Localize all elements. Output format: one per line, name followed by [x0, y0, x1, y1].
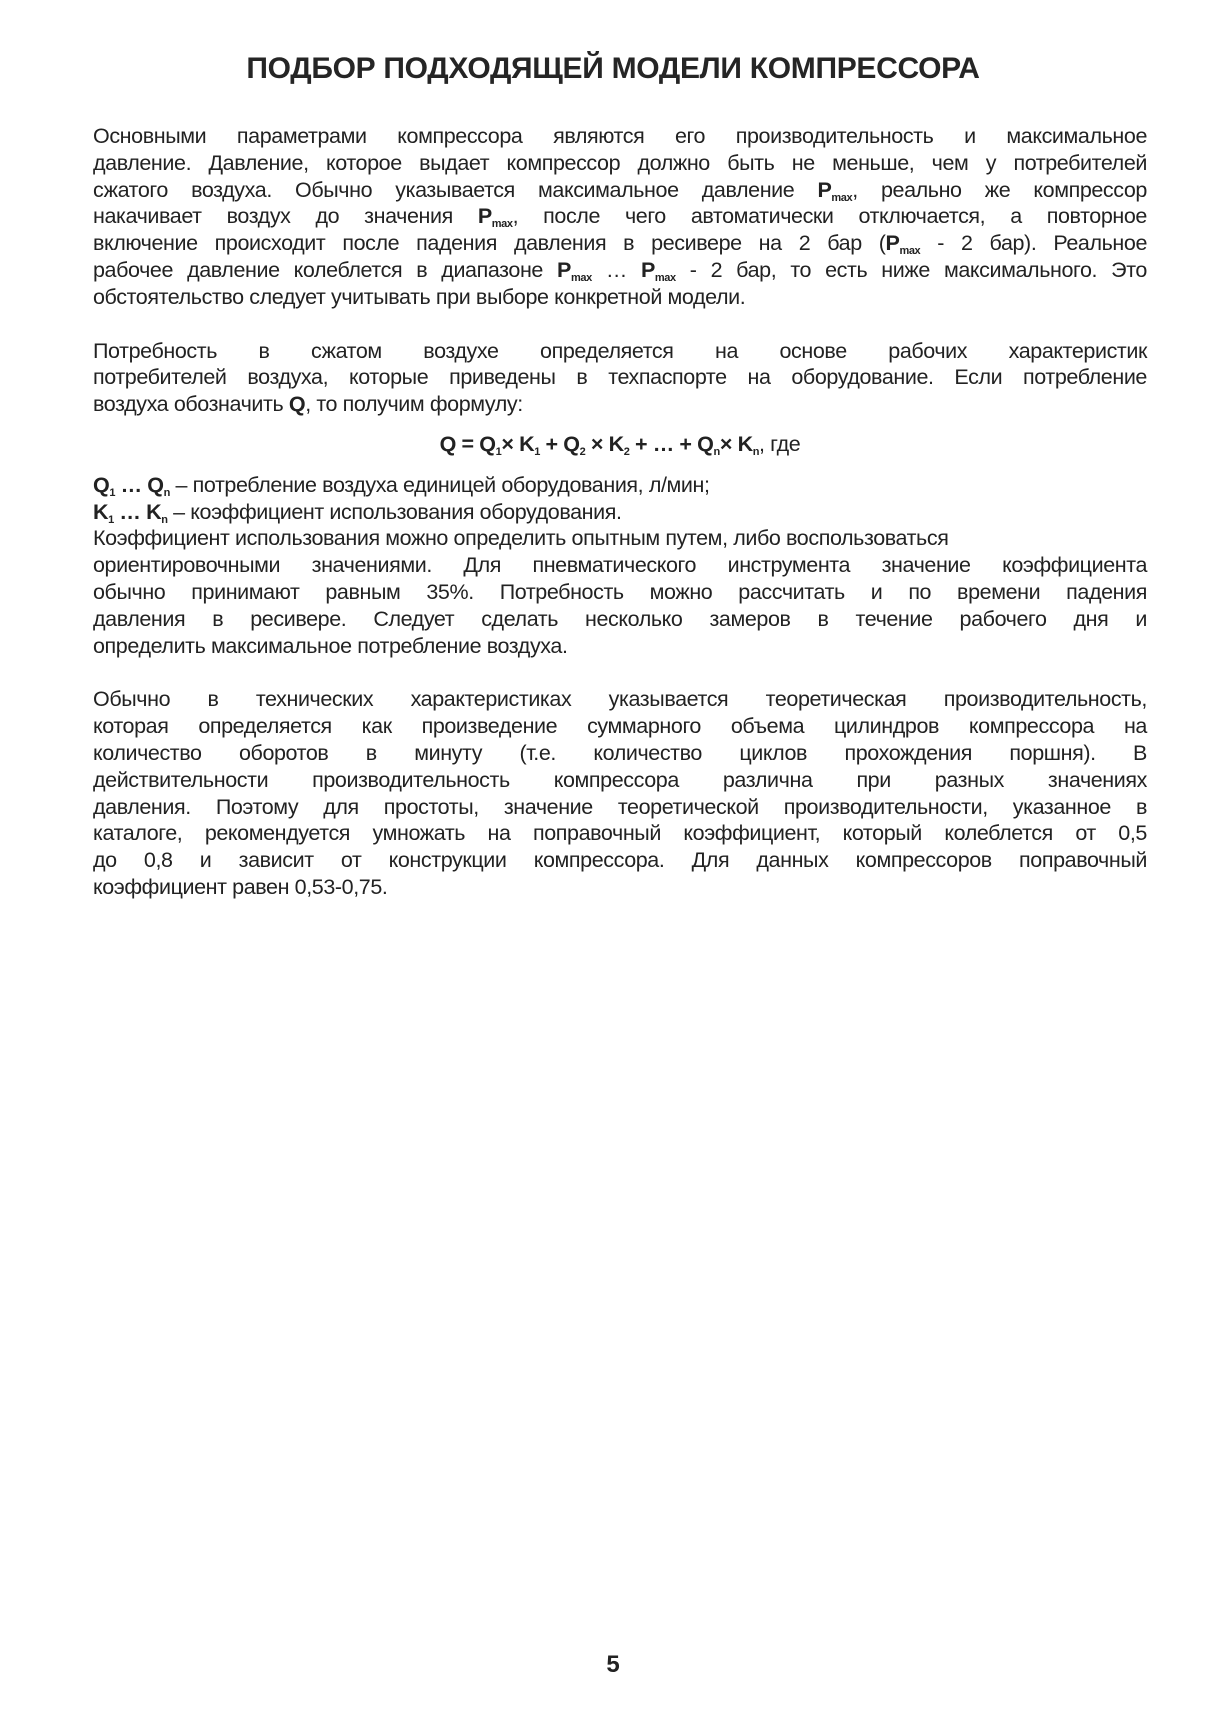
- document-body: [93, 123, 1147, 901]
- text-line: [93, 391, 1147, 418]
- symbol-p: P: [477, 204, 492, 229]
- text-line: потребителей воздуха, которые приведены в техпаспорте на оборудование. Если потребление: [93, 365, 1147, 390]
- text-run: …: [591, 257, 641, 282]
- text-run: накачивает воздух до значения: [93, 204, 478, 229]
- text-line: [93, 203, 1147, 230]
- text-line: обычно принимают равным 35%. Потребность можно рассчитать и по времени падения: [93, 579, 1147, 604]
- text-line: Коэффициент использования можно определить опытным путем, либо воспользоваться: [93, 526, 949, 551]
- subscript-max: max: [491, 218, 513, 231]
- text-run: рабочее давление колеблется в диапазоне: [93, 257, 558, 282]
- text-line: до 0,8 и зависит от конструкции компрессора. Для данных компрессоров поправочный: [93, 848, 1147, 873]
- symbol-p: P: [640, 257, 655, 282]
- text-line: определить максимальное потребление воздуха.: [93, 633, 568, 658]
- text-line: ориентировочными значениями. Для пневматического инструмента значение коэффициента: [93, 553, 1147, 578]
- text-run: , то получим формулу:: [305, 392, 523, 417]
- page-number: 5: [606, 1651, 620, 1678]
- paragraph-demand: [93, 338, 1147, 418]
- formula-where: , где: [759, 431, 801, 456]
- paragraph-coefficient: [93, 525, 1147, 659]
- text-line: действительности производительность компрессора различна при разных значениях: [93, 767, 1147, 792]
- text-run: - 2 бар). Реальное: [920, 231, 1148, 256]
- text-line: коэффициент равен 0,53-0,75.: [93, 874, 388, 899]
- page-title: ПОДБОР ПОДХОДЯЩЕЙ МОДЕЛИ КОМПРЕССОРА: [246, 52, 980, 85]
- text-line: количество оборотов в минуту (т.е. количество циклов прохождения поршня). В: [93, 740, 1147, 765]
- text-run: сжатого воздуха. Обычно указывается максимальное давление: [93, 177, 818, 202]
- definitions: [93, 472, 1147, 526]
- paragraph-performance: [93, 686, 1147, 900]
- subscript-max: max: [899, 245, 921, 258]
- text-line: [93, 177, 1147, 204]
- symbol-p: P: [885, 231, 900, 256]
- text-run: - 2 бар, то есть ниже максимального. Это: [675, 257, 1147, 282]
- text-run: , реально же компрессор: [852, 177, 1147, 202]
- formula: $Q = Q_1\times K_1 + Q_2 \times K_2$ + … + $Q_n\times K_n$, где: [439, 431, 801, 458]
- text-line: давления. Поэтому для простоты, значение теоретической производительности, указанное в: [93, 794, 1147, 819]
- text-line: давления в ресивере. Следует сделать несколько замеров в течение рабочего дня и: [93, 606, 1147, 631]
- text-line: Потребность в сжатом воздухе определяется на основе рабочих характеристик: [93, 338, 1147, 363]
- text-run: , после чего автоматически отключается, а повторное: [512, 204, 1147, 229]
- text-run: воздуха обозначить: [93, 392, 289, 417]
- text-line: [93, 230, 1147, 257]
- text-line: обстоятельство следует учитывать при выборе конкретной модели.: [93, 284, 746, 309]
- subscript-max: max: [570, 271, 592, 284]
- symbol-p: P: [817, 177, 832, 202]
- definition-k: $K_1$ … $K_n$ – коэффициент использования оборудования.: [93, 499, 622, 526]
- symbol-q: Q: [288, 392, 306, 417]
- text-line: [93, 257, 1147, 284]
- text-line: которая определяется как произведение суммарного объема цилиндров компрессора на: [93, 714, 1147, 739]
- subscript-max: max: [654, 271, 676, 284]
- paragraph-parameters: [93, 123, 1147, 311]
- text-line: Основными параметрами компрессора являются его производительность и максимальное: [93, 124, 1147, 148]
- text-run: включение происходит после падения давления в ресивере на 2 бар (: [93, 231, 886, 256]
- text-line: давление. Давление, которое выдает компрессор должно быть не меньше, чем у потребителей: [93, 150, 1147, 175]
- symbol-p: P: [557, 257, 571, 282]
- text-line: Обычно в технических характеристиках указывается теоретическая производительность,: [93, 687, 1147, 712]
- definition-q: $Q_1$ … $Q_n$ – потребление воздуха единицей оборудования, л/мин;: [93, 472, 710, 499]
- subscript-max: max: [831, 191, 853, 204]
- text-line: каталоге, рекомендуется умножать на поправочный коэффициент, который колеблется от 0,5: [93, 821, 1147, 846]
